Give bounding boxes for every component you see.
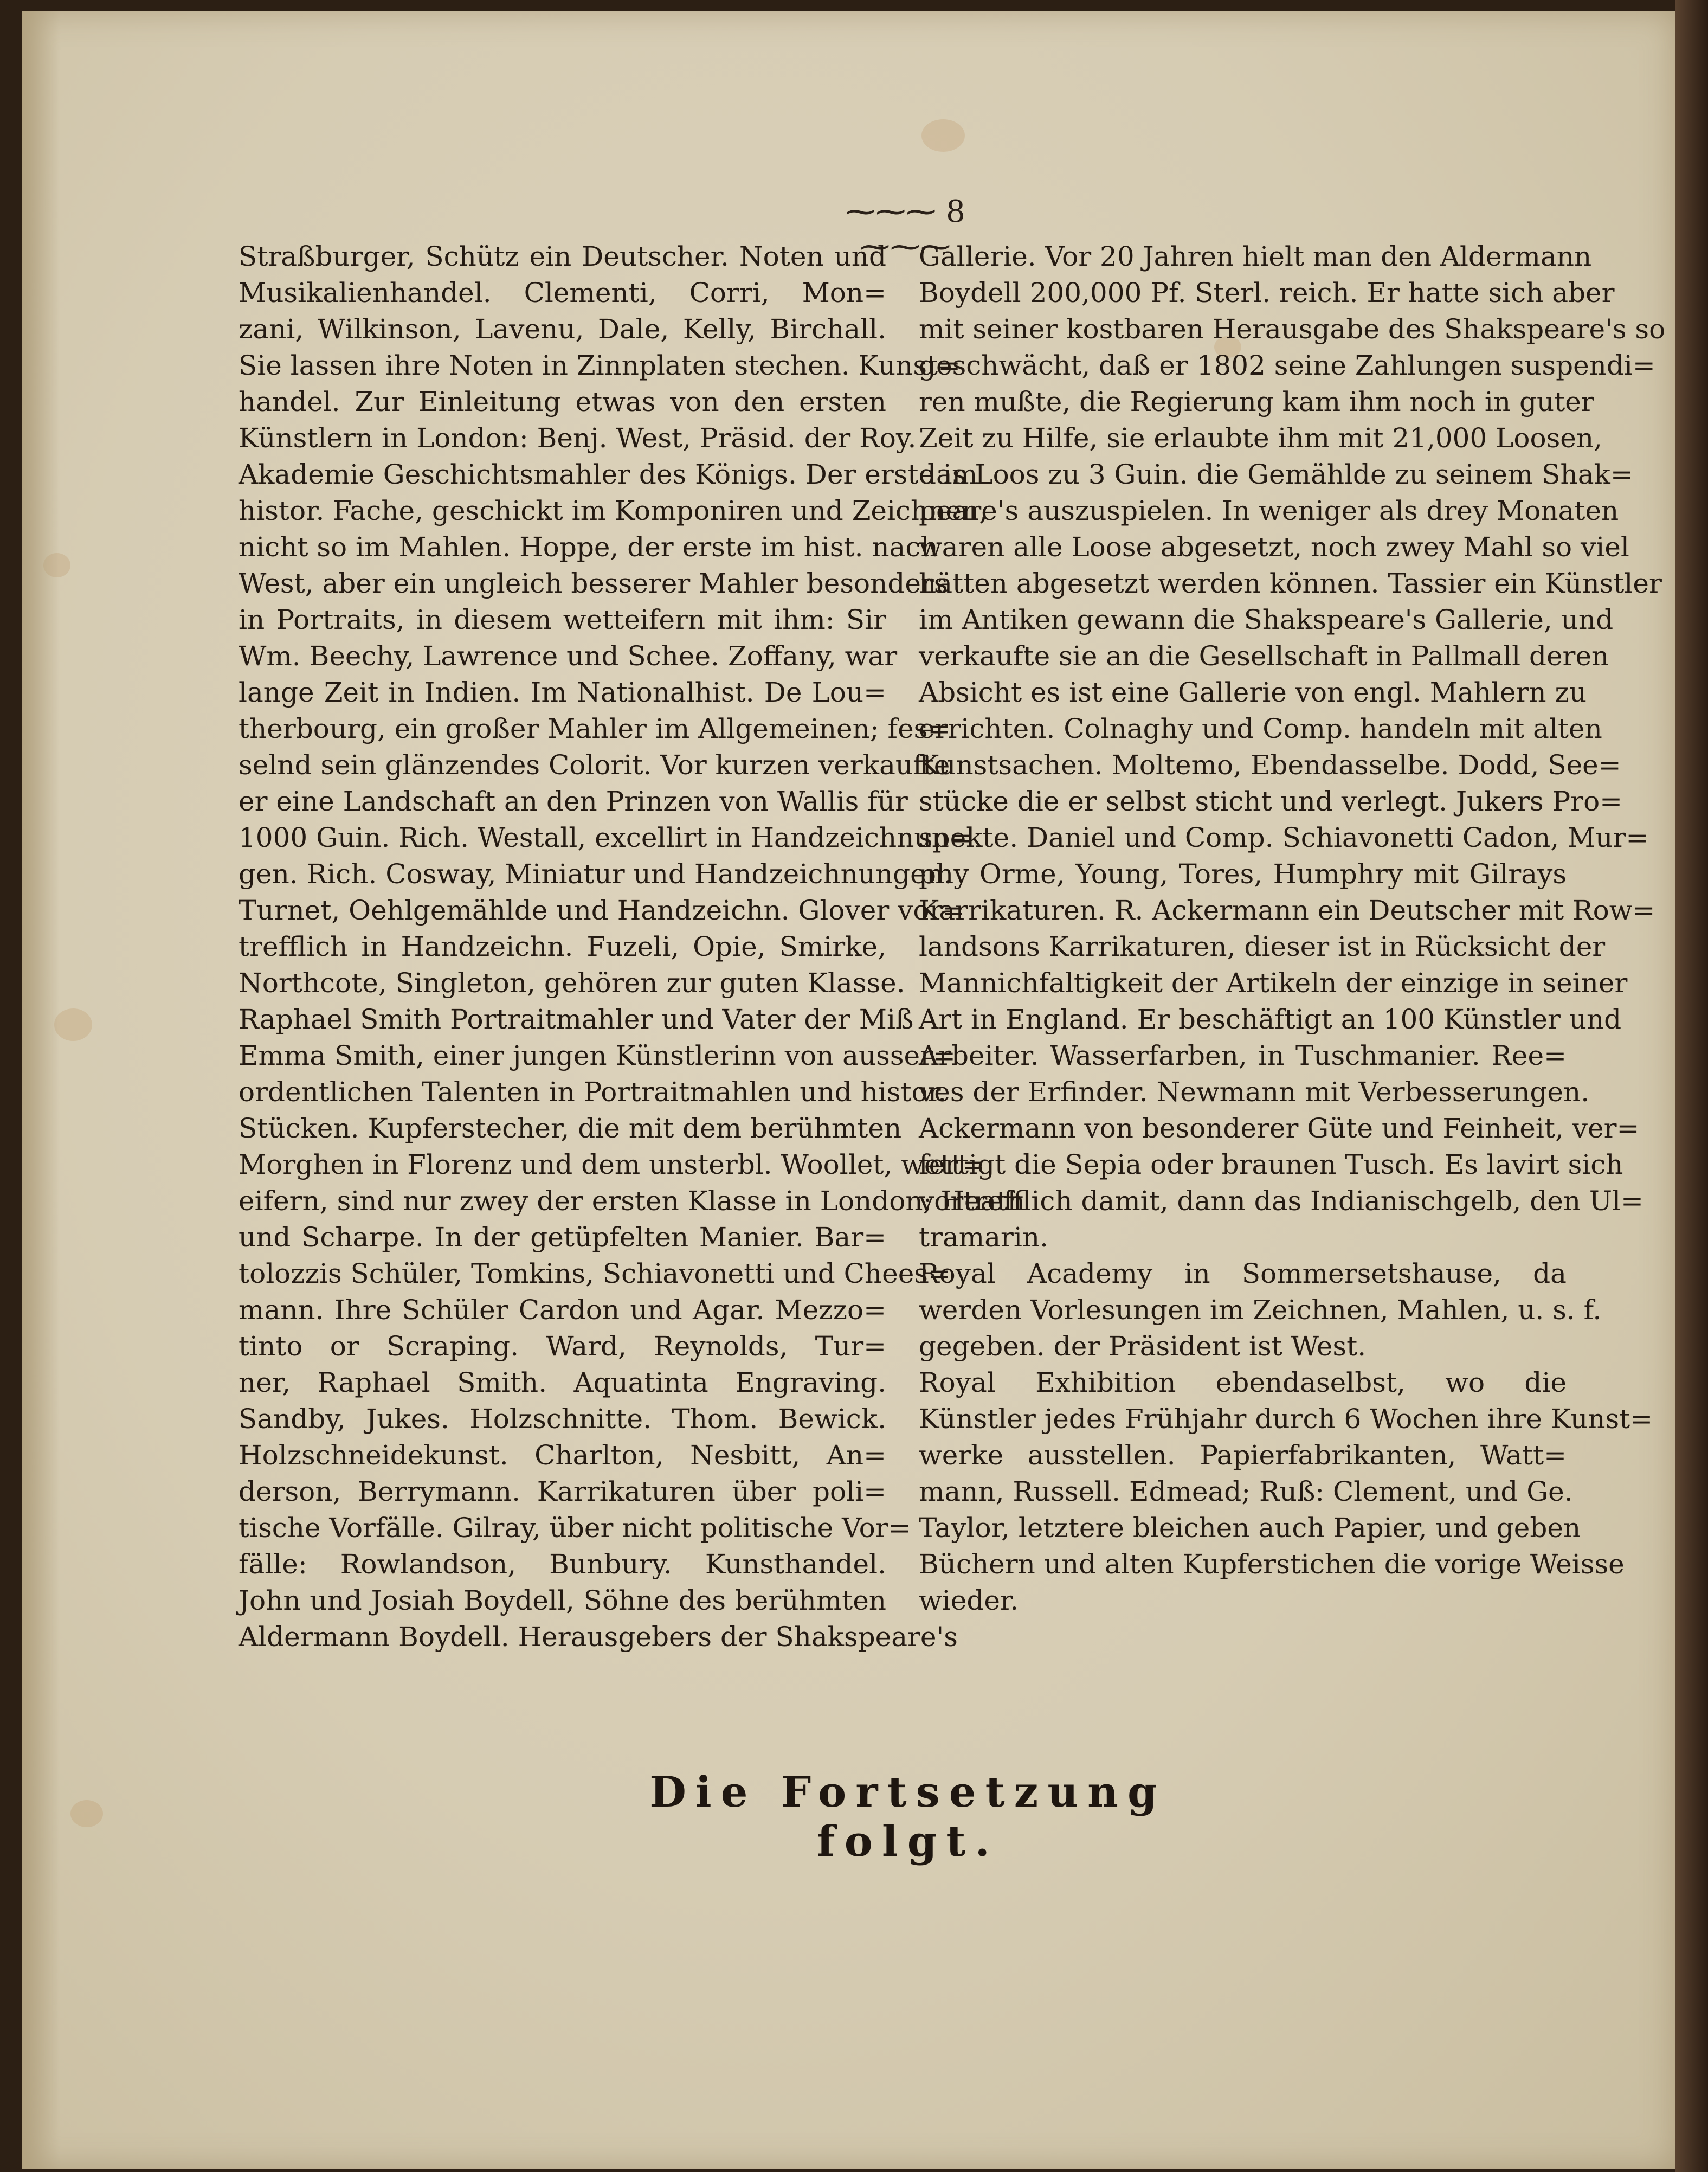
text-line: Sandby, Jukes. Holzschnitte. Thom. Bewick. xyxy=(239,1403,886,1435)
text-line: tramarin. xyxy=(919,1222,1049,1253)
text-line: Künstlern in London: Benj. West, Präsid. der Roy. xyxy=(239,422,917,454)
text-line: errichten. Colnaghy und Comp. handeln mit alten xyxy=(919,713,1602,744)
text-line: Absicht es ist eine Gallerie von engl. Mahlern zu xyxy=(919,677,1587,708)
text-line: tische Vorfälle. Gilray, über nicht politische Vor= xyxy=(239,1512,911,1544)
paper-stain xyxy=(70,1800,103,1827)
text-line: histor. Fache, geschickt im Komponiren und Zeichnen, xyxy=(239,495,988,526)
text-line: wieder. xyxy=(919,1585,1019,1616)
text-line: 1000 Guin. Rich. Westall, excellirt in Handzeichnun= xyxy=(239,822,972,853)
text-line: Büchern und alten Kupferstichen die vorige Weisse xyxy=(919,1548,1625,1580)
text-line: Zeit zu Hilfe, sie erlaubte ihm mit 21,000 Loosen, xyxy=(919,422,1602,454)
text-line: gegeben. der Präsident ist West. xyxy=(919,1331,1367,1362)
text-line: Kunstsachen. Moltemo, Ebendasselbe. Dodd, See= xyxy=(919,749,1621,781)
text-line: Straßburger, Schütz ein Deutscher. Noten und xyxy=(239,241,886,272)
text-line: geschwächt, daß er 1802 seine Zahlungen suspendi= xyxy=(919,350,1655,381)
text-line: phy Orme, Young, Tores, Humphry mit Gilrays xyxy=(919,858,1567,890)
text-line: im Antiken gewann die Shakspeare's Gallerie, und xyxy=(919,604,1614,635)
text-line: stücke die er selbst sticht und verlegt. Jukers Pro= xyxy=(919,786,1623,817)
text-line: Emma Smith, einer jungen Künstlerinn von ausser= xyxy=(239,1040,956,1071)
paper-stain xyxy=(54,1008,92,1041)
text-line: gen. Rich. Cosway, Miniatur und Handzeichnungen. xyxy=(239,858,952,890)
text-line: therbourg, ein großer Mahler im Allgemeinen; fes= xyxy=(239,713,951,744)
text-line: Arbeiter. Wasserfarben, in Tuschmanier. Ree= xyxy=(919,1040,1567,1071)
text-line: er eine Landschaft an den Prinzen von Wallis für xyxy=(239,786,908,817)
text-line: das Loos zu 3 Guin. die Gemählde zu seinem Shak= xyxy=(919,459,1633,490)
text-line: Stücken. Kupferstecher, die mit dem berühmten xyxy=(239,1113,902,1144)
text-line: landsons Karrikaturen, dieser ist in Rücksicht der xyxy=(919,931,1606,962)
text-line: Mannichfaltigkeit der Artikeln der einzige in seiner xyxy=(919,967,1628,999)
text-line: waren alle Loose abgesetzt, noch zwey Mahl so viel xyxy=(919,531,1629,563)
text-line: Aldermann Boydell. Herausgebers der Shakspeare's xyxy=(239,1621,958,1653)
text-line: verkaufte sie an die Gesellschaft in Pallmall deren xyxy=(919,640,1609,672)
text-line: Art in England. Er beschäftigt an 100 Künstler und xyxy=(919,1004,1622,1035)
text-line: Turnet, Oehlgemählde und Handzeichn. Glover vor= xyxy=(239,895,965,926)
text-line: Gallerie. Vor 20 Jahren hielt man den Aldermann xyxy=(919,241,1592,272)
text-line: Taylor, letztere bleichen auch Papier, und geben xyxy=(919,1512,1581,1544)
text-line: fertigt die Sepia oder braunen Tusch. Es lavirt sich xyxy=(919,1149,1623,1180)
page-number: 8 xyxy=(946,194,965,229)
header-ornament-right: ⁓⁓⁓ xyxy=(860,229,951,265)
text-line: hätten abgesetzt werden können. Tassier ein Künstler xyxy=(919,568,1662,599)
text-line: Musikalienhandel. Clementi, Corri, Mon= xyxy=(239,277,886,309)
text-line: tinto or Scraping. Ward, Reynolds, Tur= xyxy=(239,1331,886,1362)
text-line: Ackermann von besonderer Güte und Feinheit, ver= xyxy=(919,1113,1640,1144)
text-line: ner, Raphael Smith. Aquatinta Engraving. xyxy=(239,1367,886,1398)
text-line: Karrikaturen. R. Ackermann ein Deutscher mit Row= xyxy=(919,895,1655,926)
header-ornament-left: ⁓⁓⁓ xyxy=(845,194,937,229)
text-line: nicht so im Mahlen. Hoppe, der erste im hist. nach xyxy=(239,531,938,563)
text-line: John und Josiah Boydell, Söhne des berühmten xyxy=(239,1585,886,1616)
text-line: zani, Wilkinson, Lavenu, Dale, Kelly, Birchall. xyxy=(239,313,886,345)
text-line: Holzschneidekunst. Charlton, Nesbitt, An= xyxy=(239,1440,886,1471)
text-line: werke ausstellen. Papierfabrikanten, Watt= xyxy=(919,1440,1567,1471)
text-line: handel. Zur Einleitung etwas von den ersten xyxy=(239,386,886,417)
text-line: Wm. Beechy, Lawrence und Schee. Zoffany, war xyxy=(239,640,898,672)
page-header xyxy=(818,194,992,265)
text-line: vortrefflich damit, dann das Indianischgelb, den Ul= xyxy=(919,1185,1643,1217)
text-line: Northcote, Singleton, gehören zur guten Klasse. xyxy=(239,967,905,999)
text-line: mann. Ihre Schüler Cardon und Agar. Mezzo= xyxy=(239,1294,886,1326)
text-line: ordentlichen Talenten in Portraitmahlen und histor. xyxy=(239,1076,946,1108)
text-line: Raphael Smith Portraitmahler und Vater der Miß xyxy=(239,1004,914,1035)
text-line: West, aber ein ungleich besserer Mahler besonders xyxy=(239,568,948,599)
text-line: Royal Exhibition ebendaselbst, wo die xyxy=(919,1367,1567,1398)
text-line: in Portraits, in diesem wetteifern mit ihm: Sir xyxy=(239,604,886,635)
text-line: Morghen in Florenz und dem unsterbl. Woollet, wett= xyxy=(239,1149,985,1180)
text-line: eifern, sind nur zwey der ersten Klasse in London; Heath xyxy=(239,1185,1025,1217)
text-line: mann, Russell. Edmead; Ruß: Clement, und Ge. xyxy=(919,1476,1573,1507)
book-edge xyxy=(1675,0,1708,2172)
text-line: trefflich in Handzeichn. Fuzeli, Opie, Smirke, xyxy=(239,931,886,962)
continuation-notice: Die Fortsetzung folgt. xyxy=(649,1768,1166,1866)
text-line: Royal Academy in Sommersetshause, da xyxy=(919,1258,1567,1289)
text-line: derson, Berrymann. Karrikaturen über poli= xyxy=(239,1476,886,1507)
paper-stain xyxy=(921,119,965,152)
text-line: mit seiner kostbaren Herausgabe des Shakspeare's so xyxy=(919,313,1666,345)
text-line: ves der Erfinder. Newmann mit Verbesserungen. xyxy=(919,1076,1590,1108)
text-line: werden Vorlesungen im Zeichnen, Mahlen, u. s. f. xyxy=(919,1294,1602,1326)
text-line: Sie lassen ihre Noten in Zinnplaten stechen. Kunst= xyxy=(239,350,961,381)
text-line: Boydell 200,000 Pf. Sterl. reich. Er hatte sich aber xyxy=(919,277,1615,309)
text-line: selnd sein glänzendes Colorit. Vor kurzen verkaufte xyxy=(239,749,950,781)
text-line: ren mußte, die Regierung kam ihm noch in guter xyxy=(919,386,1594,417)
text-line: und Scharpe. In der getüpfelten Manier. Bar= xyxy=(239,1222,886,1253)
text-line: tolozzis Schüler, Tomkins, Schiavonetti und Chees= xyxy=(239,1258,951,1289)
text-line: Akademie Geschichtsmahler des Königs. Der erste im xyxy=(239,459,978,490)
text-line: lange Zeit in Indien. Im Nationalhist. De Lou= xyxy=(239,677,886,708)
page-binding-shadow xyxy=(22,11,60,2169)
text-line: Künstler jedes Frühjahr durch 6 Wochen ihre Kunst= xyxy=(919,1403,1653,1435)
text-line: peare's auszuspielen. In weniger als drey Monaten xyxy=(919,495,1619,526)
right-text-column xyxy=(919,239,1666,1619)
text-line: spekte. Daniel und Comp. Schiavonetti Cadon, Mur= xyxy=(919,822,1649,853)
text-line: fälle: Rowlandson, Bunbury. Kunsthandel. xyxy=(239,1548,886,1580)
